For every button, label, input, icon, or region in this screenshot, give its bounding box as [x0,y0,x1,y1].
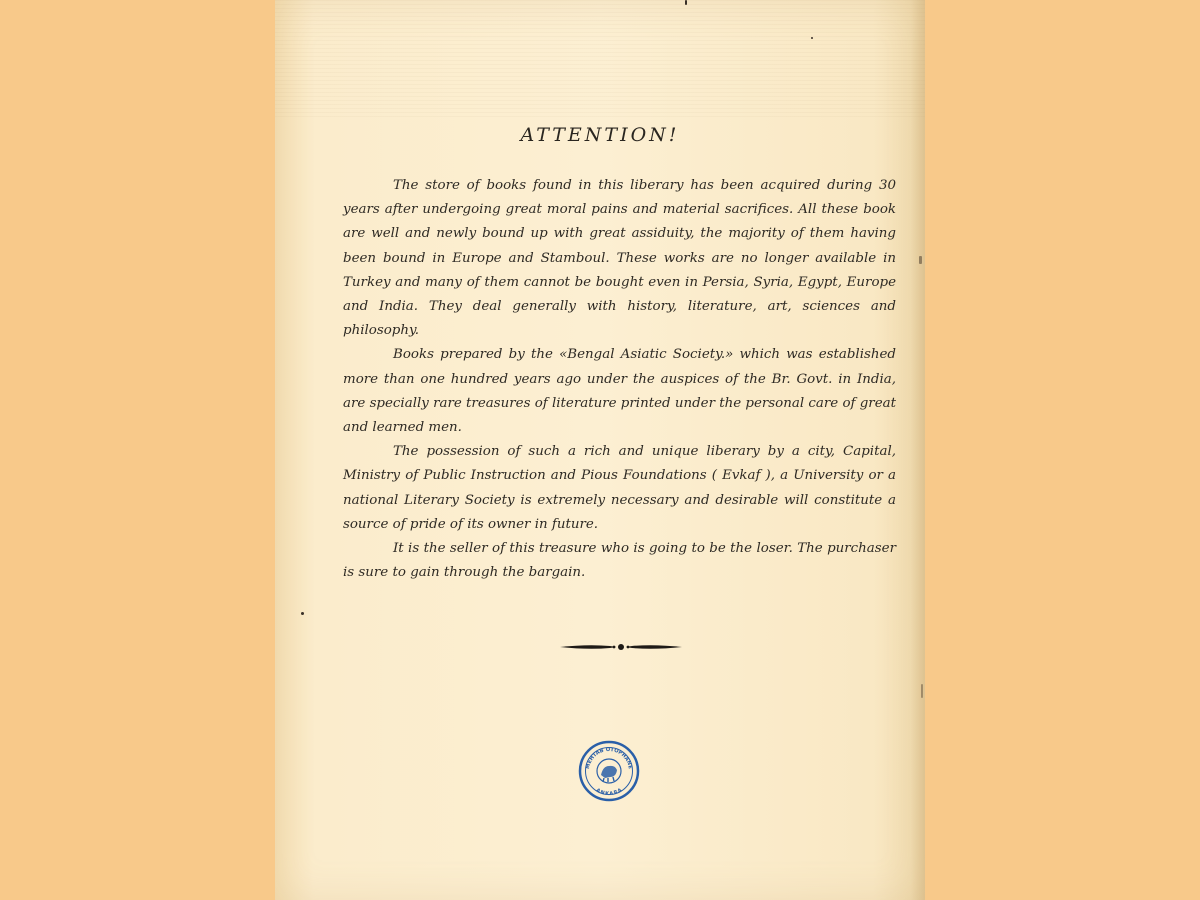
paragraph-2: Books prepared by the «Bengal Asiatic Society.» which was established more than one hundred years ago under the auspices of the Br. Govt. in India, are specially rare treasures of literature printed under the personal care of great and learned men. [343,347,896,436]
paper-speck [919,256,922,264]
paragraph-3: The possession of such a rich and unique liberary by a city, Capital, Ministry of Public Instruction and Pious Foundations ( Evkaf ), a University or a national Literary Society is extremely necessary and desirable will constitute a source of pride of its owner in future. [343,444,896,532]
paper-speck [301,612,304,615]
document-body [343,174,896,585]
paragraph-4: It is the seller of this treasure who is going to be the loser. The purchaser is sure to gain through the bargain. [343,541,896,581]
ornamental-divider-icon [558,640,684,654]
library-seal-stamp-icon [577,739,641,803]
document-page [275,0,925,900]
paper-speck [685,0,687,5]
paper-speck [921,684,923,698]
stamp-text-top: MEHTAB OTOPHANE [585,746,633,770]
paragraph-1: The store of books found in this liberary has been acquired during 30 years after undergoing great moral pains and material sacrifices. All these book are well and newly bound up with great assiduity, the majority of them having been bound in Europe and Stamboul. These works are no longer available in Turkey and many of them cannot be bought even in Persia, Syria, Egypt, Europe and India. They deal generally with history, literature, art, sciences and philosophy. [343,178,896,339]
paper-speck [811,37,813,39]
stamp-text-bottom: ANKARA [594,787,624,798]
page-title: ATTENTION! [520,124,680,146]
svg-text:ANKARA [595,787,623,797]
